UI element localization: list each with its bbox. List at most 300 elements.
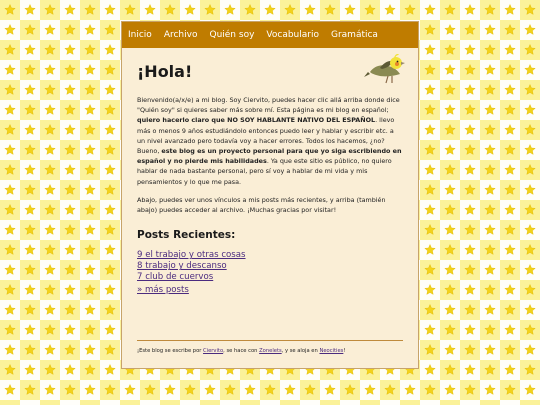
star-icon (465, 85, 475, 95)
star-icon (465, 325, 475, 335)
star-icon (85, 305, 95, 315)
post-link[interactable]: 8 trabajo y descanso (137, 261, 227, 272)
intro-text-3: . Ya que este sitio es público, no quiero hablar de nada bastante personal, pero sí voy a hablar de mi vida y mis pensamientos y lo que me pasa. (137, 157, 392, 186)
star-icon (525, 225, 535, 235)
star-icon (25, 45, 35, 55)
star-icon (525, 245, 535, 255)
star-icon (425, 225, 435, 235)
star-icon (65, 5, 75, 15)
star-icon (445, 365, 455, 375)
star-icon (445, 385, 455, 395)
star-icon (465, 185, 475, 195)
star-icon (425, 265, 435, 275)
star-icon (505, 385, 515, 395)
star-icon (45, 145, 55, 155)
star-icon (105, 225, 115, 235)
post-link[interactable]: 9 el trabajo y otras cosas (137, 250, 246, 261)
star-icon (165, 385, 175, 395)
star-icon (145, 5, 155, 15)
star-icon (25, 345, 35, 355)
star-icon (45, 5, 55, 15)
star-icon (505, 145, 515, 155)
star-icon (65, 105, 75, 115)
star-icon (525, 45, 535, 55)
star-icon (465, 305, 475, 315)
star-icon (445, 305, 455, 315)
star-icon (445, 25, 455, 35)
star-icon (25, 205, 35, 215)
star-icon (45, 265, 55, 275)
star-icon (85, 285, 95, 295)
star-icon (525, 105, 535, 115)
star-icon (25, 105, 35, 115)
star-icon (5, 205, 15, 215)
star-icon (65, 165, 75, 175)
star-icon (485, 5, 495, 15)
star-icon (445, 225, 455, 235)
star-icon (425, 105, 435, 115)
star-icon (485, 105, 495, 115)
star-icon (45, 165, 55, 175)
star-icon (485, 65, 495, 75)
star-icon (425, 125, 435, 135)
star-icon (25, 185, 35, 195)
star-icon (85, 25, 95, 35)
star-icon (465, 225, 475, 235)
star-icon (445, 285, 455, 295)
star-icon (305, 385, 315, 395)
star-icon (465, 165, 475, 175)
star-icon (425, 25, 435, 35)
star-icon (445, 165, 455, 175)
star-icon (25, 145, 35, 155)
star-icon (385, 5, 395, 15)
star-icon (5, 365, 15, 375)
star-icon (525, 265, 535, 275)
star-icon (425, 365, 435, 375)
star-icon (85, 245, 95, 255)
star-icon (25, 265, 35, 275)
star-icon (465, 45, 475, 55)
star-icon (345, 385, 355, 395)
star-icon (485, 385, 495, 395)
star-icon (5, 85, 15, 95)
star-icon (305, 5, 315, 15)
star-icon (505, 285, 515, 295)
star-icon (505, 245, 515, 255)
star-icon (85, 265, 95, 275)
star-icon (525, 85, 535, 95)
star-icon (45, 365, 55, 375)
star-icon (45, 285, 55, 295)
intro-paragraph-2: Abajo, puedes ver unos vínculos a mis posts más recientes, y arriba (también abajo) puedes acceder al archivo. ¡Muchas gracias por visitar! (137, 195, 386, 215)
star-icon (525, 345, 535, 355)
star-icon (425, 165, 435, 175)
nav-vocabulario-link[interactable]: Vocabulario (266, 30, 319, 40)
footer-text: , se hace con (223, 348, 260, 354)
star-icon (105, 245, 115, 255)
star-icon (45, 225, 55, 235)
star-icon (205, 385, 215, 395)
star-icon (45, 45, 55, 55)
star-icon (5, 345, 15, 355)
star-icon (105, 45, 115, 55)
star-icon (205, 5, 215, 15)
star-icon (505, 185, 515, 195)
blog-page (121, 21, 419, 369)
star-icon (225, 385, 235, 395)
star-icon (485, 285, 495, 295)
star-icon (5, 305, 15, 315)
star-icon (105, 325, 115, 335)
star-icon (485, 185, 495, 195)
star-icon (405, 385, 415, 395)
star-icon (165, 5, 175, 15)
star-icon (385, 385, 395, 395)
star-icon (505, 325, 515, 335)
star-icon (445, 105, 455, 115)
star-icon (245, 5, 255, 15)
star-icon (485, 245, 495, 255)
star-icon (425, 345, 435, 355)
star-icon (45, 25, 55, 35)
star-icon (485, 125, 495, 135)
star-icon (505, 205, 515, 215)
star-icon (465, 105, 475, 115)
star-icon (485, 145, 495, 155)
star-icon (445, 265, 455, 275)
star-icon (5, 325, 15, 335)
main-content (122, 48, 418, 296)
star-icon (65, 125, 75, 135)
star-icon (445, 245, 455, 255)
star-icon (525, 145, 535, 155)
star-icon (65, 85, 75, 95)
star-icon (65, 25, 75, 35)
star-icon (105, 345, 115, 355)
star-icon (485, 265, 495, 275)
star-icon (85, 85, 95, 95)
star-icon (105, 285, 115, 295)
star-icon (145, 385, 155, 395)
star-icon (425, 185, 435, 195)
star-icon (465, 245, 475, 255)
star-icon (525, 25, 535, 35)
star-icon (45, 185, 55, 195)
star-icon (485, 25, 495, 35)
star-icon (225, 5, 235, 15)
nav-inicio-link[interactable]: Inicio (128, 30, 152, 40)
star-icon (505, 85, 515, 95)
star-icon (85, 45, 95, 55)
star-icon (465, 345, 475, 355)
star-icon (5, 385, 15, 395)
page-title: ¡Hola! (137, 62, 193, 81)
star-icon (265, 5, 275, 15)
star-icon (505, 45, 515, 55)
star-icon (5, 285, 15, 295)
star-icon (25, 5, 35, 15)
star-icon (425, 45, 435, 55)
star-icon (5, 105, 15, 115)
intro-bold-1: quiero hacerlo claro que NO SOY HABLANTE NATIVO DEL ESPAÑOL (137, 116, 376, 125)
star-icon (485, 205, 495, 215)
footer-zonelets-link[interactable]: Zonelets (259, 348, 282, 354)
star-icon (425, 305, 435, 315)
star-icon (525, 65, 535, 75)
star-icon (465, 125, 475, 135)
star-icon (105, 365, 115, 375)
nav-archivo-link[interactable]: Archivo (163, 30, 198, 40)
star-icon (5, 185, 15, 195)
star-icon (465, 385, 475, 395)
star-icon (25, 245, 35, 255)
star-icon (85, 105, 95, 115)
star-icon (85, 65, 95, 75)
footer-text: ! (343, 348, 346, 354)
footer-author-link[interactable]: Ciervito (203, 348, 224, 354)
star-icon (405, 5, 415, 15)
star-icon (105, 125, 115, 135)
star-icon (465, 25, 475, 35)
more-posts-link[interactable]: » más posts (137, 285, 189, 296)
star-icon (5, 65, 15, 75)
star-icon (85, 165, 95, 175)
star-icon (525, 5, 535, 15)
star-icon (485, 365, 495, 375)
star-icon (285, 385, 295, 395)
star-icon (25, 365, 35, 375)
star-icon (25, 125, 35, 135)
star-icon (425, 65, 435, 75)
post-link[interactable]: 7 club de cuervos (137, 272, 214, 283)
star-icon (105, 145, 115, 155)
nav-gramatica-link[interactable]: Gramática (330, 30, 378, 40)
star-icon (5, 125, 15, 135)
star-icon (525, 205, 535, 215)
star-icon (525, 385, 535, 395)
star-icon (85, 345, 95, 355)
star-icon (5, 265, 15, 275)
star-icon (505, 65, 515, 75)
star-icon (85, 145, 95, 155)
star-icon (45, 125, 55, 135)
star-icon (505, 105, 515, 115)
star-icon (445, 45, 455, 55)
star-icon (425, 5, 435, 15)
star-icon (25, 285, 35, 295)
star-icon (485, 325, 495, 335)
star-icon (445, 145, 455, 155)
star-icon (505, 125, 515, 135)
star-icon (45, 65, 55, 75)
star-icon (445, 345, 455, 355)
star-icon (5, 45, 15, 55)
star-icon (425, 145, 435, 155)
star-icon (525, 165, 535, 175)
star-icon (445, 325, 455, 335)
star-icon (185, 5, 195, 15)
star-icon (465, 5, 475, 15)
star-icon (105, 25, 115, 35)
star-icon (45, 325, 55, 335)
star-icon (465, 365, 475, 375)
star-icon (65, 385, 75, 395)
star-icon (65, 205, 75, 215)
bird-icon (364, 50, 408, 86)
star-icon (525, 325, 535, 335)
star-icon (525, 305, 535, 315)
star-icon (425, 285, 435, 295)
star-icon (105, 5, 115, 15)
star-icon (5, 245, 15, 255)
star-icon (425, 85, 435, 95)
recent-posts-list (137, 250, 403, 296)
star-icon (445, 185, 455, 195)
star-icon (65, 265, 75, 275)
top-navigation (122, 22, 418, 48)
star-icon (285, 5, 295, 15)
star-icon (485, 345, 495, 355)
star-icon (325, 5, 335, 15)
star-icon (25, 385, 35, 395)
star-icon (65, 225, 75, 235)
star-icon (5, 225, 15, 235)
star-icon (25, 325, 35, 335)
star-icon (45, 305, 55, 315)
star-icon (485, 225, 495, 235)
star-icon (345, 5, 355, 15)
star-icon (25, 25, 35, 35)
star-icon (45, 345, 55, 355)
star-icon (465, 65, 475, 75)
star-icon (525, 125, 535, 135)
star-icon (65, 185, 75, 195)
star-icon (25, 85, 35, 95)
star-icon (105, 105, 115, 115)
star-icon (105, 65, 115, 75)
star-icon (505, 25, 515, 35)
star-icon (265, 385, 275, 395)
star-icon (505, 365, 515, 375)
star-icon (505, 5, 515, 15)
star-icon (365, 385, 375, 395)
star-icon (25, 225, 35, 235)
footer-text: ¡Este blog se escribe por (137, 348, 204, 354)
intro-text-1: Bienvenido(a/x/e) a mi blog. Soy Ciervito, puedes hacer clic allá arriba donde dice "Quién soy" si quieres saber más sobre mí. Esta página es mi blog en español; (137, 96, 400, 115)
intro-paragraph (137, 95, 403, 187)
nav-quien-soy-link[interactable]: Quién soy (209, 30, 255, 40)
star-icon (85, 225, 95, 235)
star-icon (65, 245, 75, 255)
star-icon (25, 305, 35, 315)
star-icon (105, 205, 115, 215)
star-icon (445, 65, 455, 75)
star-icon (425, 325, 435, 335)
star-icon (105, 185, 115, 195)
footer-divider (137, 340, 403, 341)
star-icon (425, 205, 435, 215)
star-icon (125, 5, 135, 15)
star-icon (45, 105, 55, 115)
star-icon (105, 85, 115, 95)
star-icon (65, 145, 75, 155)
star-icon (505, 165, 515, 175)
star-icon (65, 285, 75, 295)
star-icon (85, 325, 95, 335)
star-icon (485, 305, 495, 315)
footer-neocities-link[interactable]: Neocities (319, 348, 344, 354)
star-icon (105, 165, 115, 175)
star-icon (445, 125, 455, 135)
star-icon (45, 85, 55, 95)
star-icon (245, 385, 255, 395)
star-icon (485, 85, 495, 95)
star-icon (445, 5, 455, 15)
star-icon (45, 205, 55, 215)
star-icon (505, 265, 515, 275)
star-icon (465, 265, 475, 275)
star-icon (185, 385, 195, 395)
star-icon (525, 365, 535, 375)
star-icon (65, 345, 75, 355)
star-icon (105, 265, 115, 275)
footer (137, 348, 403, 354)
star-icon (525, 185, 535, 195)
star-icon (45, 385, 55, 395)
recent-posts-heading: Posts Recientes: (137, 229, 236, 242)
star-icon (5, 145, 15, 155)
star-icon (5, 165, 15, 175)
star-icon (465, 205, 475, 215)
star-icon (125, 385, 135, 395)
star-icon (5, 5, 15, 15)
footer-text: , y se aloja en (281, 348, 320, 354)
star-icon (65, 325, 75, 335)
star-icon (85, 185, 95, 195)
star-icon (445, 85, 455, 95)
star-icon (525, 285, 535, 295)
star-icon (65, 305, 75, 315)
star-icon (325, 385, 335, 395)
star-icon (505, 305, 515, 315)
star-icon (465, 285, 475, 295)
star-icon (485, 165, 495, 175)
star-icon (485, 45, 495, 55)
star-icon (425, 245, 435, 255)
star-icon (85, 365, 95, 375)
star-icon (85, 125, 95, 135)
intro-bold-2: este blog es un proyecto personal para que yo siga escribiendo en español y no pierde mis habilidades (137, 147, 402, 166)
star-icon (25, 165, 35, 175)
star-icon (65, 65, 75, 75)
star-icon (465, 145, 475, 155)
star-icon (65, 45, 75, 55)
star-icon (445, 205, 455, 215)
star-icon (45, 245, 55, 255)
star-icon (85, 385, 95, 395)
star-icon (105, 385, 115, 395)
star-icon (5, 25, 15, 35)
star-icon (505, 345, 515, 355)
star-icon (25, 65, 35, 75)
star-icon (505, 225, 515, 235)
star-icon (85, 205, 95, 215)
intro-text-2: . llevo más o menos 9 años estudiándolo entonces puedo leer y hablar y escribir etc. a un nivel avanzado pero todavía voy a hacer errores. Todos los hacemos, ¿no? Bueno, (137, 116, 395, 156)
star-icon (365, 5, 375, 15)
star-icon (105, 305, 115, 315)
star-icon (65, 365, 75, 375)
